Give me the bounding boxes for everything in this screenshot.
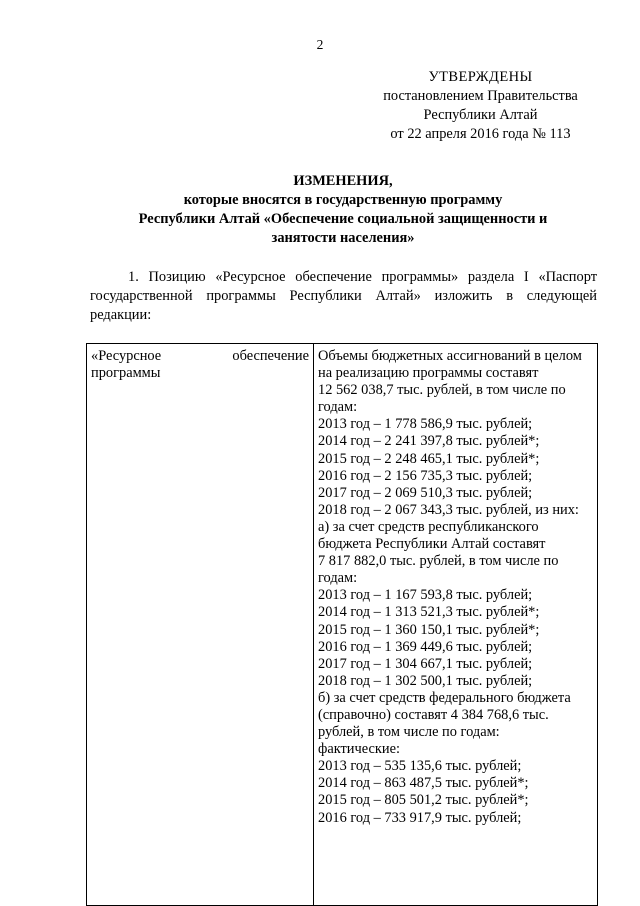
document-heading (88, 172, 598, 248)
heading-line: занятости населения» (271, 230, 415, 246)
content-line: 2015 год – 1 360 150,1 тыс. рублей*; (318, 621, 540, 638)
table-row (87, 344, 598, 906)
page-number: 2 (316, 37, 324, 52)
content-line: 2014 год – 2 241 397,8 тыс. рублей*; (318, 433, 540, 450)
content-line: а) за счет средств республиканского (318, 518, 539, 535)
content-line: фактические: (318, 741, 400, 758)
heading-line: которые вносятся в государственную программу (183, 192, 503, 208)
approval-block (358, 68, 603, 144)
intro-text: 1. Позицию «Ресурсное обеспечение программы» раздела I «Паспорт государственной программы Республики Алтай» изложить в следующей редакции: (90, 269, 597, 323)
content-line: 12 562 038,7 тыс. рублей, в том числе по (318, 382, 566, 399)
heading-line: ИЗМЕНЕНИЯ, (293, 173, 393, 189)
content-line: Объемы бюджетных ассигнований в целом (318, 348, 582, 364)
approval-title: УТВЕРЖДЕНЫ (428, 69, 533, 85)
resource-table (86, 343, 598, 906)
content-line: 2016 год – 1 369 449,6 тыс. рублей; (318, 638, 533, 655)
approval-line: Республики Алтай (423, 107, 538, 123)
content-line: 7 817 882,0 тыс. рублей, в том числе по (318, 553, 559, 570)
content-line: 2014 год – 1 313 521,3 тыс. рублей*; (318, 604, 540, 621)
approval-line: от 22 апреля 2016 года № 113 (390, 126, 571, 142)
content-line: 2013 год – 1 167 593,8 тыс. рублей; (318, 587, 533, 604)
table-cell-label (87, 344, 314, 906)
label-word: обеспечение (232, 348, 309, 364)
label-word: программы (91, 365, 161, 382)
heading-line: Республики Алтай «Обеспечение социальной защищенности и (138, 211, 548, 227)
content-line: 2013 год – 1 778 586,9 тыс. рублей; (318, 416, 533, 433)
content-line: (справочно) составят 4 384 768,6 тыс. (318, 706, 549, 723)
label-word: «Ресурсное (91, 348, 162, 364)
content-line: 2018 год – 2 067 343,3 тыс. рублей, из них: (318, 501, 579, 518)
content-line: 2017 год – 2 069 510,3 тыс. рублей; (318, 484, 533, 501)
label-line (91, 348, 309, 365)
content-line: 2014 год – 863 487,5 тыс. рублей*; (318, 775, 529, 792)
content-line: 2015 год – 2 248 465,1 тыс. рублей*; (318, 450, 540, 467)
intro-paragraph (90, 268, 597, 325)
content-line: 2018 год – 1 302 500,1 тыс. рублей; (318, 672, 533, 689)
approval-line: постановлением Правительства (383, 88, 578, 104)
content-line: бюджета Республики Алтай составят (318, 536, 546, 553)
content-line: 2017 год – 1 304 667,1 тыс. рублей; (318, 655, 533, 672)
content-line: годам: (318, 399, 358, 416)
content-line: б) за счет средств федерального бюджета (318, 689, 571, 706)
content-line: на реализацию программы составят (318, 365, 539, 382)
content-line: годам: (318, 570, 358, 587)
content-line: 2015 год – 805 501,2 тыс. рублей*; (318, 792, 529, 809)
content-line: 2016 год – 733 917,9 тыс. рублей; (318, 809, 522, 826)
content-line: рублей, в том числе по годам: (318, 724, 500, 741)
table-cell-content (314, 344, 598, 906)
content-line: 2016 год – 2 156 735,3 тыс. рублей; (318, 467, 533, 484)
content-line: 2013 год – 535 135,6 тыс. рублей; (318, 758, 522, 775)
